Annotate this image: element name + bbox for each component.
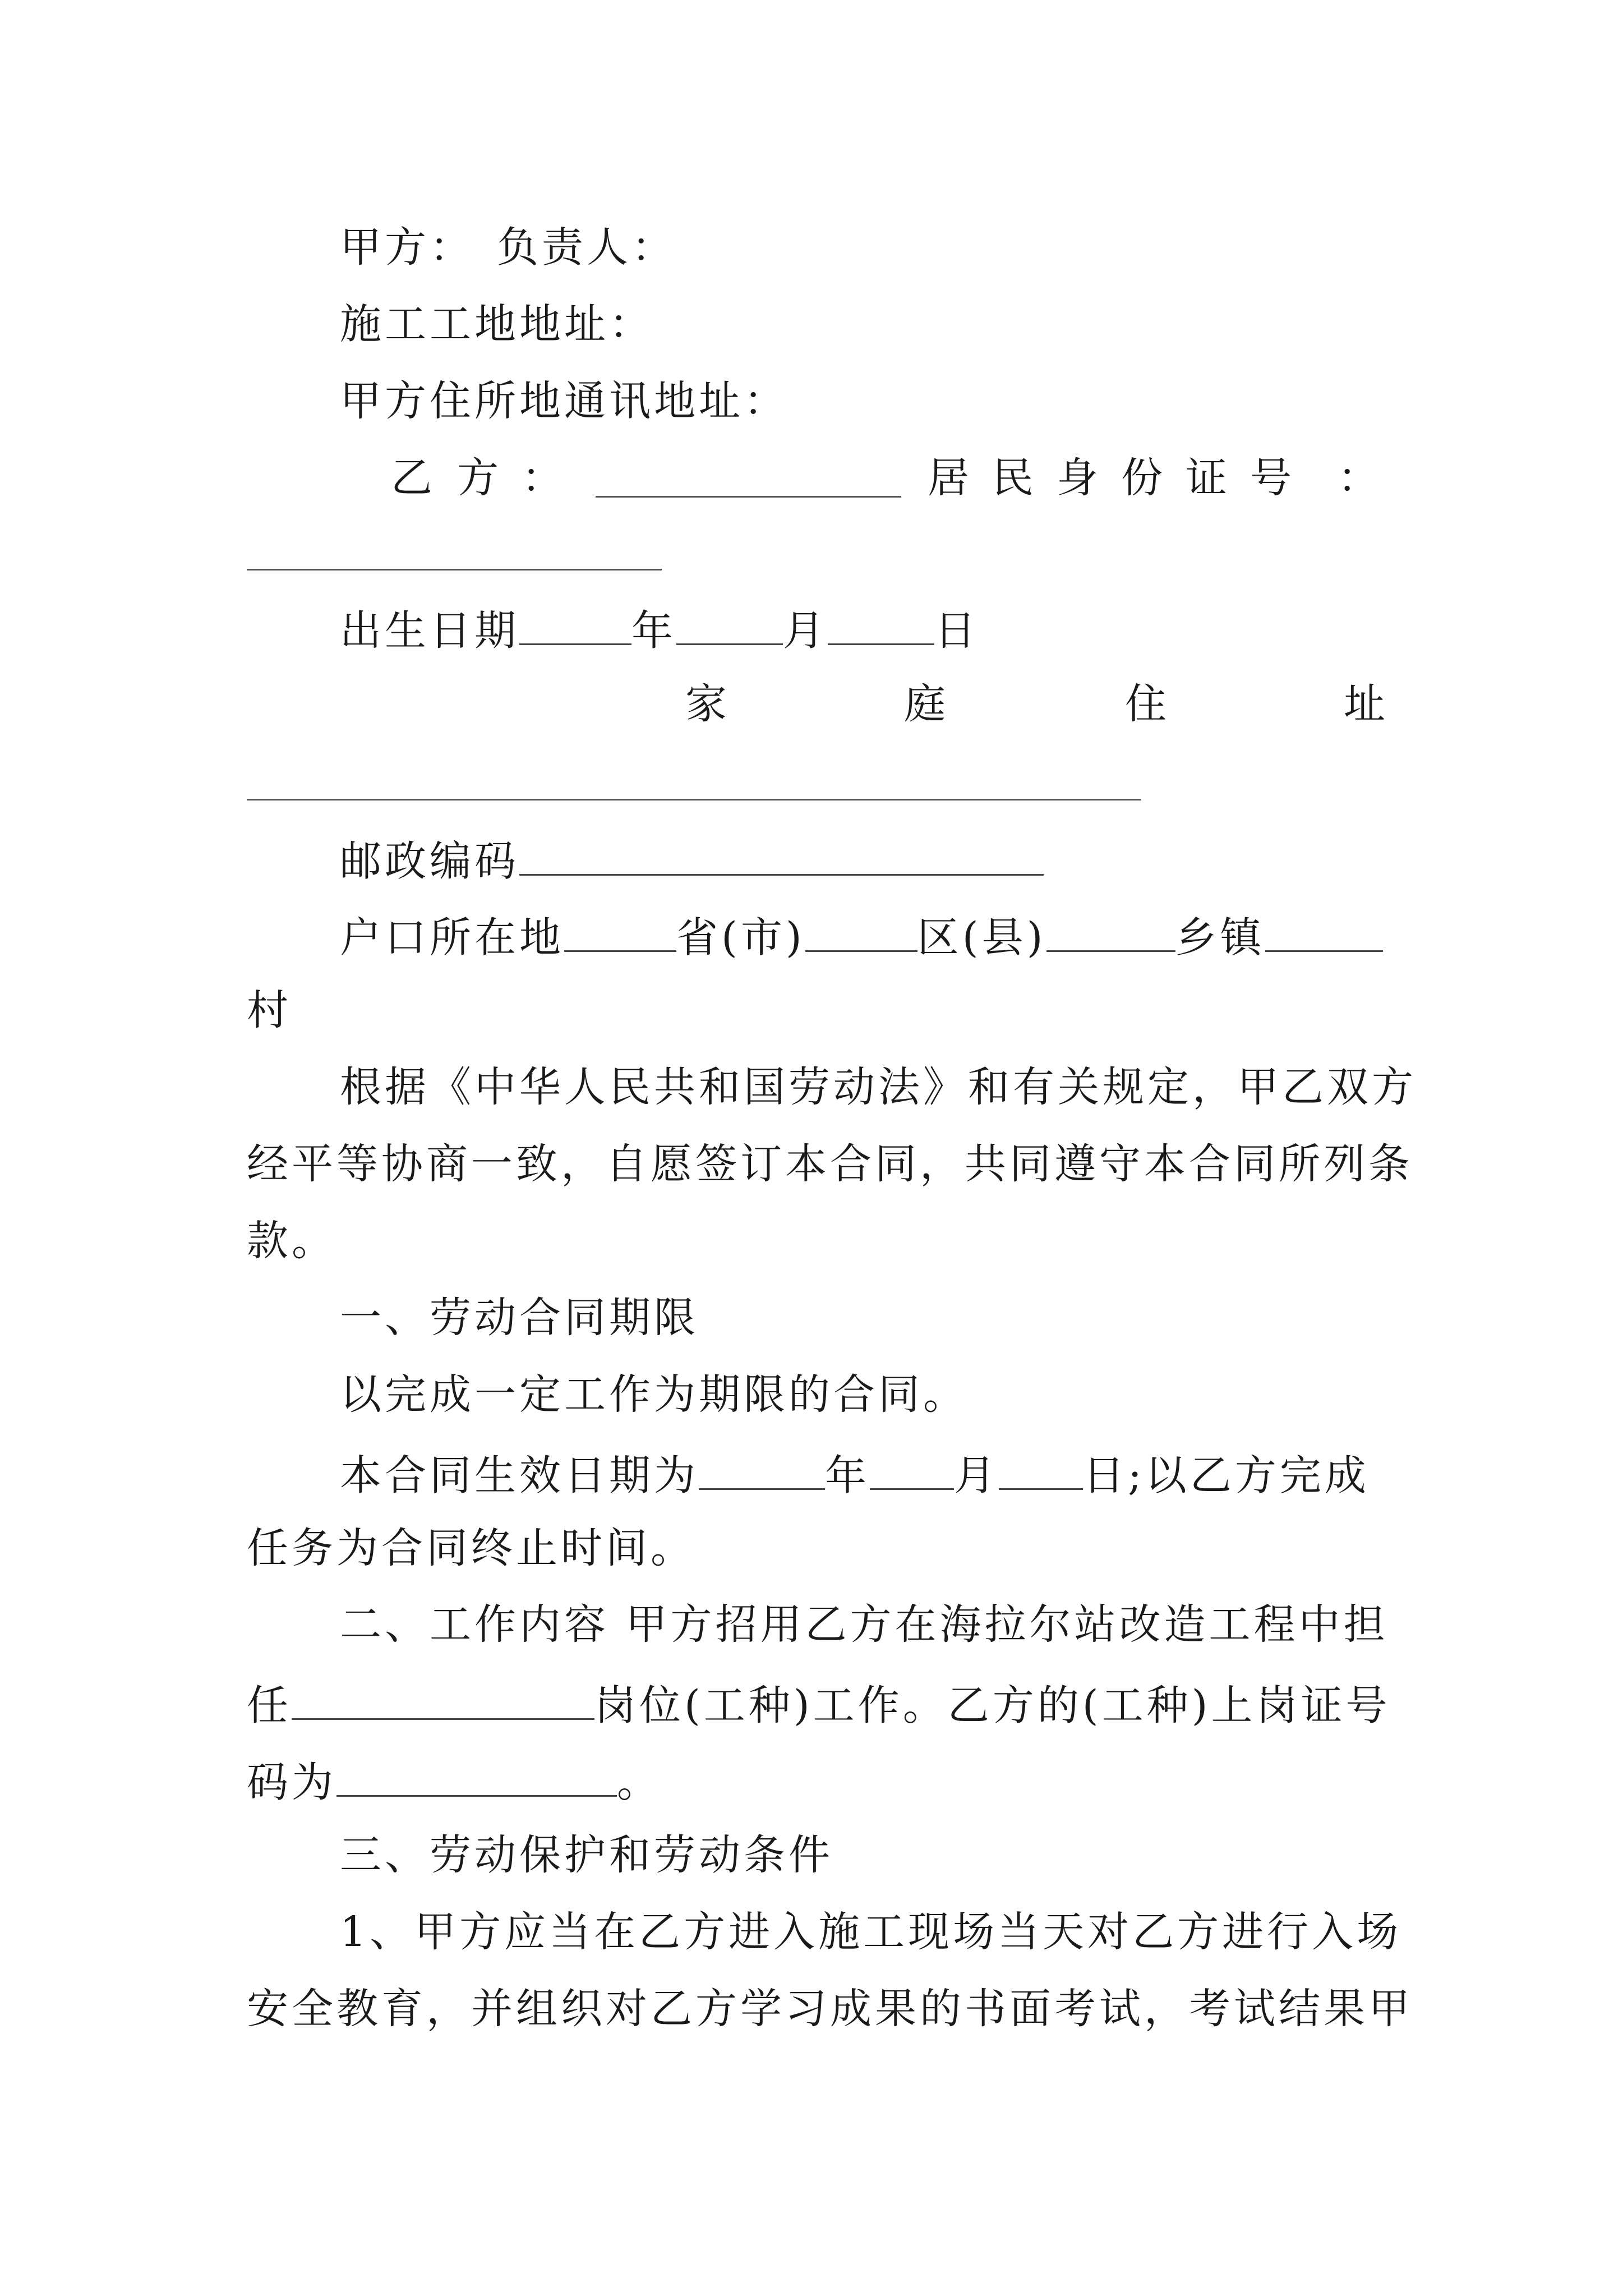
section-2-line-2 <box>247 1681 1391 1730</box>
home-address-char-4: 址 <box>1344 680 1389 728</box>
party-b-char-3: ： <box>522 454 566 502</box>
party-b-char-1: 乙 <box>391 454 436 502</box>
district-blank <box>805 913 917 952</box>
id-label-char-3: 身 <box>1057 454 1101 502</box>
home-address-char-3: 住 <box>1125 680 1170 728</box>
intro-line-3: 款。 <box>247 1217 336 1265</box>
home-address-char-1: 家 <box>685 680 730 728</box>
party-b-char-2: 方 <box>457 454 502 502</box>
town-blank <box>1046 913 1175 952</box>
birth-year-blank <box>519 606 631 645</box>
effective-year-blank <box>699 1451 825 1490</box>
village-blank <box>1265 913 1383 952</box>
cert-number-prefix: 码为 <box>247 1758 336 1807</box>
birth-date-line <box>340 606 979 655</box>
effective-date-label: 本合同生效日期为 <box>340 1451 699 1500</box>
province-label: 省(市) <box>676 913 805 962</box>
post-prefix: 任 <box>247 1681 292 1730</box>
id-label-char-2: 民 <box>992 454 1037 502</box>
section-1-title: 一、劳动合同期限 <box>340 1294 699 1342</box>
cert-number-suffix: 。 <box>617 1758 662 1807</box>
postal-code-label: 邮政编码 <box>340 837 519 886</box>
postal-code-blank <box>519 836 1044 876</box>
district-label: 区(县) <box>917 913 1046 962</box>
birth-day-label: 日 <box>934 606 979 655</box>
effective-month-blank <box>870 1451 954 1490</box>
postal-code-line <box>340 836 1044 886</box>
province-blank <box>564 913 676 952</box>
cert-number-blank <box>336 1757 617 1797</box>
section-3-line-1: 1、甲方应当在乙方进入施工现场当天对乙方进行入场 <box>340 1908 1402 1956</box>
section-2-line-1: 二、工作内容 甲方招用乙方在海拉尔站改造工程中担 <box>340 1600 1389 1649</box>
id-label-char-1: 居 <box>928 454 972 502</box>
effective-month-label: 月 <box>954 1451 999 1500</box>
id-number-blank <box>247 569 662 570</box>
effective-year-label: 年 <box>825 1451 870 1500</box>
post-suffix: 岗位(工种)工作。乙方的(工种)上岗证号 <box>594 1681 1391 1730</box>
section-1-line-1: 以完成一定工作为期限的合同。 <box>340 1370 968 1419</box>
birth-date-label: 出生日期 <box>340 606 519 655</box>
town-label: 乡镇 <box>1175 913 1265 962</box>
site-address-label: 施工工地地址： <box>340 300 654 348</box>
intro-line-1: 根据《中华人民共和国劳动法》和有关规定，甲乙双方 <box>340 1063 1417 1111</box>
home-address-blank <box>247 799 1141 800</box>
id-label-char-7: ： <box>1338 454 1382 502</box>
home-address-char-2: 庭 <box>904 680 949 728</box>
person-in-charge-label: 负责人： <box>497 223 676 272</box>
party-a-label: 甲方： <box>340 223 474 272</box>
post-blank <box>292 1681 594 1720</box>
section-3-line-2: 安全教育，并组织对乙方学习成果的书面考试，考试结果甲 <box>247 1985 1413 2033</box>
section-1-line-end: 任务为合同终止时间。 <box>247 1524 695 1572</box>
birth-month-blank <box>676 606 783 645</box>
birth-day-blank <box>828 606 934 645</box>
section-2-line-3 <box>247 1757 662 1807</box>
id-label-char-6: 号 <box>1250 454 1295 502</box>
party-b-name-blank <box>596 496 901 498</box>
village-label: 村 <box>247 986 292 1034</box>
section-3-title: 三、劳动保护和劳动条件 <box>340 1831 833 1879</box>
id-label-char-5: 证 <box>1186 454 1230 502</box>
intro-line-2: 经平等协商一致，自愿签订本合同，共同遵守本合同所列条 <box>247 1140 1413 1188</box>
id-label-char-4: 份 <box>1121 454 1166 502</box>
hukou-label: 户口所在地 <box>340 913 564 962</box>
birth-month-label: 月 <box>783 606 828 655</box>
effective-date-line <box>340 1451 1370 1500</box>
effective-day-blank <box>999 1451 1083 1490</box>
effective-day-label: 日;以乙方完成 <box>1083 1451 1370 1500</box>
hukou-line <box>340 913 1383 962</box>
party-a-line <box>340 223 676 272</box>
party-a-address-label: 甲方住所地通讯地址： <box>340 377 789 425</box>
birth-year-label: 年 <box>631 606 676 655</box>
